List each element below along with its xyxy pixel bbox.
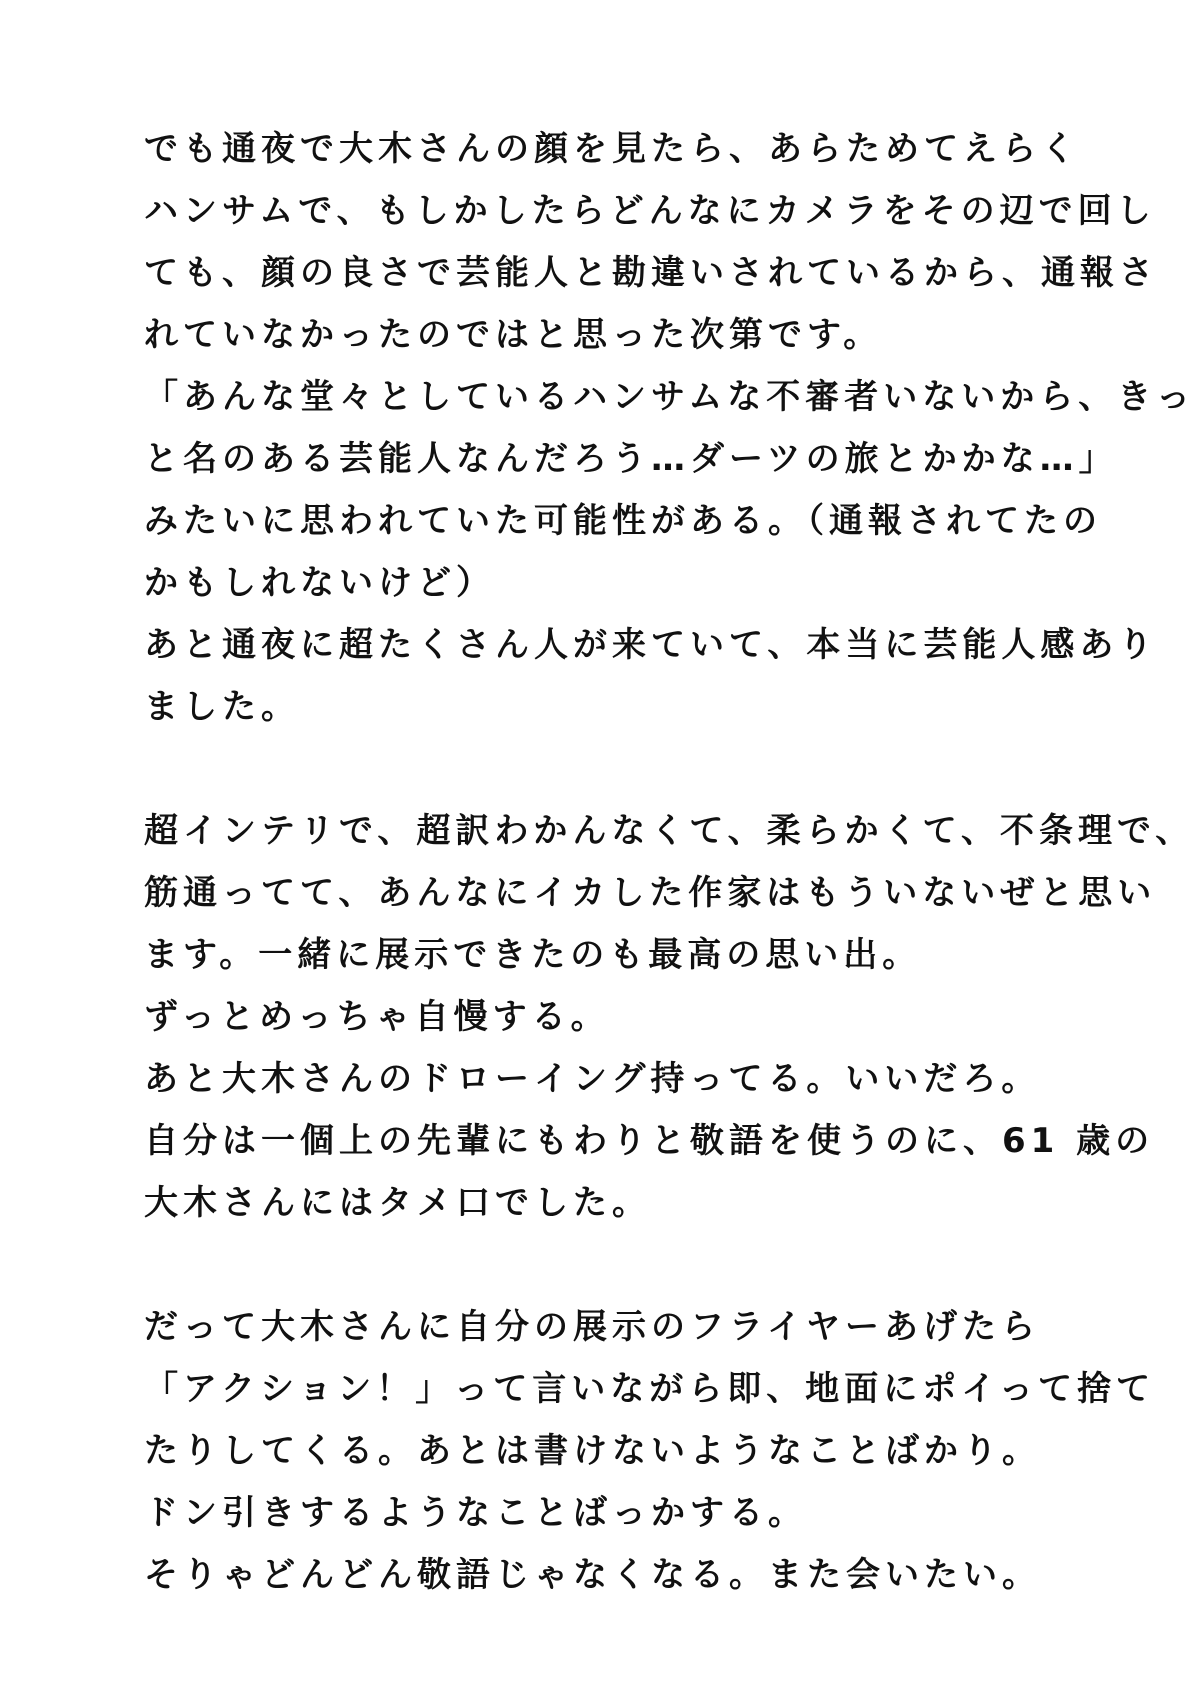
text-line: でも通夜で大木さんの顔を見たら、あらためてえらく (144, 129, 1080, 169)
paragraph-3 (144, 1296, 1155, 1606)
text-line: あと通夜に超たくさん人が来ていて、本当に芸能人感あり (144, 625, 1158, 665)
text-line: 自分は一個上の先輩にもわりと敬語を使うのに、61 歳の (144, 1121, 1155, 1161)
paragraph-gap (144, 738, 1084, 800)
text-line: ドン引きするようなことばっかする。 (144, 1493, 807, 1533)
paragraph-1 (144, 118, 1196, 738)
text-line: と名のある芸能人なんだろう…ダーツの旅とかかな…」 (144, 439, 1118, 479)
text-line: ずっとめっちゃ自慢する。 (144, 997, 610, 1037)
text-line: 筋通ってて、あんなにイカした作家はもういないぜと思い (144, 873, 1157, 913)
text-line: ハンサムで、もしかしたらどんなにカメラをその辺で回し (144, 191, 1156, 231)
text-line: だって大木さんに自分の展示のフライヤーあげたら (144, 1307, 1040, 1347)
body-text (144, 118, 1196, 1606)
text-line: たりしてくる。あとは書けないようなことばかり。 (144, 1431, 1041, 1471)
text-line: れていなかったのではと思った次第です。 (144, 315, 883, 355)
text-line: ました。 (144, 687, 300, 727)
paragraph-2 (144, 800, 1195, 1234)
text-line: そりゃどんどん敬語じゃなくなる。また会いたい。 (144, 1555, 1041, 1595)
text-line: みたいに思われていた可能性がある。（通報されてたの (144, 501, 1102, 541)
text-line: かもしれないけど） (144, 563, 495, 603)
paragraph-gap (144, 1234, 1084, 1296)
text-line: ます。一緒に展示できたのも最高の思い出。 (144, 935, 922, 975)
text-line: 超インテリで、超訳わかんなくて、柔らかくて、不条理で、 (144, 811, 1195, 851)
text-line: 「あんな堂々としているハンサムな不審者いないから、きっ (144, 377, 1196, 417)
text-line: ても、顔の良さで芸能人と勘違いされているから、通報さ (144, 253, 1158, 293)
text-line: あと大木さんのドローイング持ってる。いいだろ。 (144, 1059, 1041, 1099)
text-line: 大木さんにはタメ口でした。 (144, 1183, 651, 1223)
text-line: 「アクション！」って言いながら即、地面にポイって捨て (144, 1369, 1155, 1409)
